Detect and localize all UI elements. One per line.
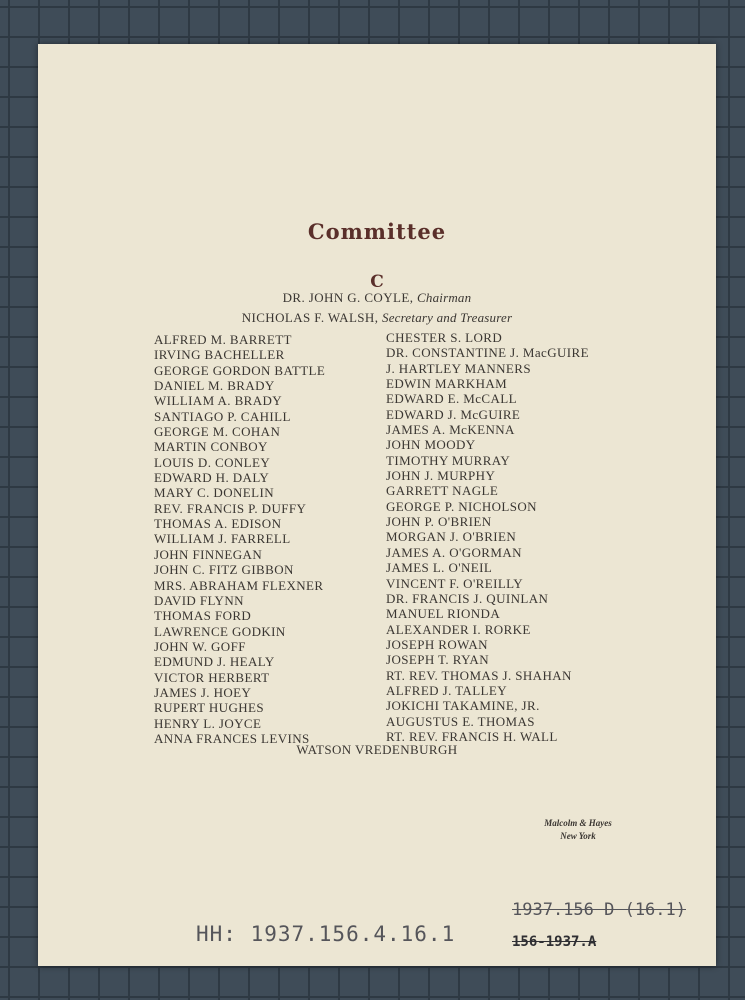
member-name: EDWARD H. DALY: [154, 470, 270, 486]
member-name: DR. FRANCIS J. QUINLAN: [386, 590, 549, 606]
member-name: JOSEPH T. RYAN: [386, 652, 490, 668]
member-name: TIMOTHY MURRAY: [386, 452, 511, 468]
secretary-role: Secretary and Treasurer: [382, 310, 513, 325]
member-name: RT. REV. FRANCIS H. WALL: [386, 728, 558, 744]
printer-name: Malcolm & Hayes: [544, 818, 612, 828]
member-name: CHESTER S. LORD: [386, 330, 503, 345]
member-name: RT. REV. THOMAS J. SHAHAN: [386, 667, 572, 683]
document-page: [38, 44, 716, 966]
member-name: J. HARTLEY MANNERS: [386, 360, 531, 376]
member-name: HENRY L. JOYCE: [154, 715, 262, 731]
member-name: ALEXANDER I. RORKE: [386, 621, 531, 637]
chairman-role: Chairman: [417, 290, 472, 305]
accession-number: HH: 1937.156.4.16.1: [196, 922, 456, 946]
member-name: JOHN W. GOFF: [154, 638, 246, 654]
member-name: JOSEPH ROWAN: [386, 636, 488, 652]
ornament-glyph: C: [370, 272, 384, 292]
chairman-line: [38, 290, 716, 306]
member-name: WILLIAM A. BRADY: [154, 393, 283, 409]
member-name: JOHN P. O'BRIEN: [386, 514, 492, 530]
last-member: WATSON VREDENBURGH: [296, 742, 458, 757]
member-name: JAMES J. HOEY: [154, 684, 252, 700]
member-name: JOHN MOODY: [386, 437, 476, 453]
member-name: EDWARD J. McGUIRE: [386, 406, 521, 422]
member-name: DAVID FLYNN: [154, 592, 244, 608]
secretary-line: [38, 310, 716, 326]
member-name: DR. CONSTANTINE J. MacGUIRE: [386, 345, 589, 361]
member-name: MANUEL RIONDA: [386, 606, 501, 622]
member-name: ALFRED M. BARRETT: [154, 332, 292, 347]
accession-crossed-1: 1937.156 D (16.1): [512, 900, 686, 920]
member-name: JAMES A. McKENNA: [386, 422, 515, 438]
secretary-name: NICHOLAS F. WALSH,: [241, 310, 379, 325]
member-name: EDMUND J. HEALY: [154, 654, 275, 670]
member-name: VINCENT F. O'REILLY: [386, 575, 523, 591]
member-name: THOMAS A. EDISON: [154, 516, 282, 532]
member-name: THOMAS FORD: [154, 608, 252, 624]
accession-crossed-2: 156-1937.A: [512, 934, 597, 950]
page-title: Committee: [307, 219, 447, 244]
member-name: RUPERT HUGHES: [154, 700, 264, 716]
member-name: JOHN C. FITZ GIBBON: [154, 562, 294, 578]
member-name: JAMES L. O'NEIL: [386, 560, 493, 576]
member-name: WILLIAM J. FARRELL: [154, 531, 291, 547]
members-left-column: [154, 332, 325, 746]
member-name: VICTOR HERBERT: [154, 669, 270, 685]
member-name: SANTIAGO P. CAHILL: [154, 408, 291, 424]
member-name: MARY C. DONELIN: [154, 485, 274, 501]
member-name: JOKICHI TAKAMINE, JR.: [386, 698, 540, 714]
member-name: AUGUSTUS E. THOMAS: [386, 713, 535, 729]
member-name: ANNA FRANCES LEVINS: [154, 730, 310, 746]
member-name: LAWRENCE GODKIN: [154, 623, 286, 639]
member-name: EDWIN MARKHAM: [386, 376, 508, 392]
member-name: DANIEL M. BRADY: [154, 378, 275, 394]
printer-city: New York: [560, 831, 596, 841]
member-name: ALFRED J. TALLEY: [386, 682, 508, 698]
members-right-column: [386, 330, 589, 744]
member-name: GEORGE M. COHAN: [154, 424, 281, 440]
member-name: GEORGE GORDON BATTLE: [154, 362, 326, 378]
member-name: JOHN J. MURPHY: [386, 468, 496, 484]
member-name: JOHN FINNEGAN: [154, 546, 263, 562]
member-name: IRVING BACHELLER: [154, 347, 285, 363]
member-name: EDWARD E. McCALL: [386, 391, 517, 407]
member-name: GARRETT NAGLE: [386, 483, 499, 499]
member-name: MORGAN J. O'BRIEN: [386, 529, 517, 545]
member-name: MRS. ABRAHAM FLEXNER: [154, 577, 324, 593]
member-name: JAMES A. O'GORMAN: [386, 544, 522, 560]
member-name: GEORGE P. NICHOLSON: [386, 498, 537, 514]
member-name: REV. FRANCIS P. DUFFY: [154, 500, 307, 516]
member-name: LOUIS D. CONLEY: [154, 454, 271, 470]
member-name: MARTIN CONBOY: [154, 439, 268, 455]
chairman-name: DR. JOHN G. COYLE,: [282, 290, 414, 305]
